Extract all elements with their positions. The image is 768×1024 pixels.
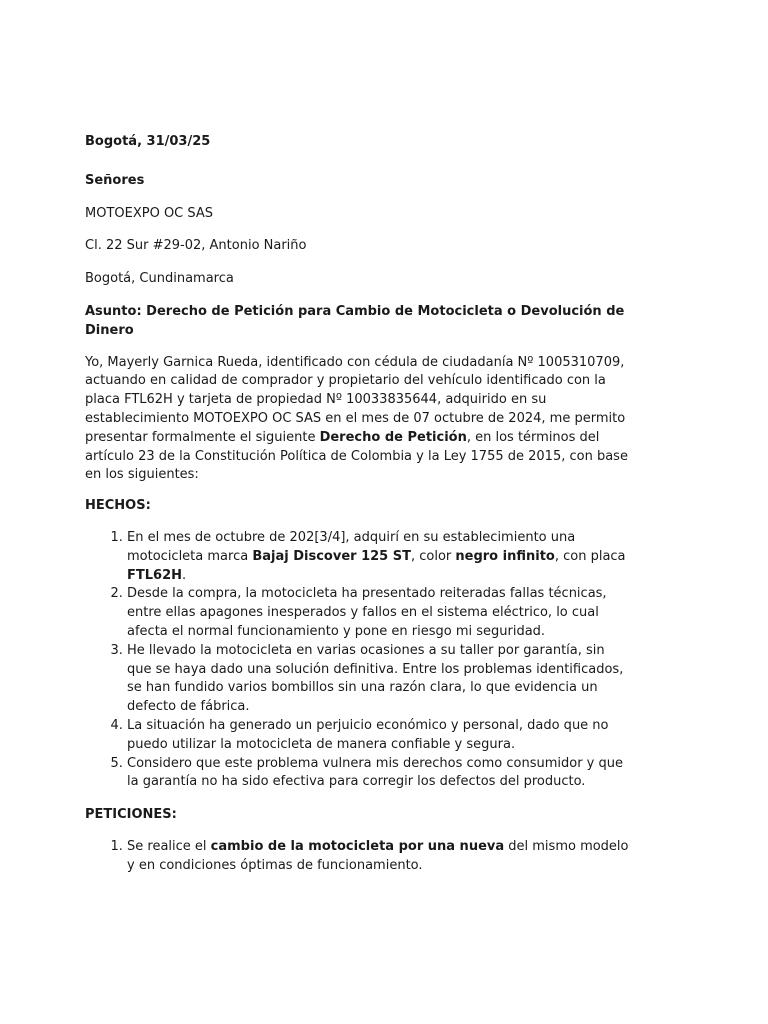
hechos-list xyxy=(85,529,630,792)
peticiones-list xyxy=(85,838,630,876)
intro-text-2: , en los términos del artículo 23 de la Constitución Política de Colombia y la Ley 1755 de 2015, con base en los siguientes: xyxy=(85,429,628,483)
recipient-company: MOTOEXPO OC SAS xyxy=(85,205,214,221)
hechos-item-1-brand: Bajaj Discover 125 ST xyxy=(252,548,411,564)
intro-text-1: Yo, Mayerly Garnica Rueda, identificado con cédula de ciudadanía Nº 1005310709, actuando en calidad de comprador y propietario del vehículo identificado con la placa FTL62H y tarjeta de propiedad Nº 10033835644, adquirido en su establecimiento MOTOEXPO OC SAS en el mes de 07 octubre de 2024, me permito presentar formalmente el siguiente xyxy=(85,354,626,445)
hechos-item-1-text-g: . xyxy=(182,567,187,583)
peticiones-item-1-text-c: del mismo modelo y en condiciones óptimas de funcionamiento. xyxy=(127,838,629,873)
hechos-item-1-text-a: En el mes de octubre de 202[3/4], adquirí en su establecimiento una motocicleta marca xyxy=(127,529,576,564)
letter-subject: Asunto: Derecho de Petición para Cambio de Motocicleta o Devolución de Dinero xyxy=(85,303,625,338)
hechos-item-4: 4. La situación ha generado un perjuicio económico y personal, dado que no puedo utilizar la motocicleta de manera confiable y segura. xyxy=(127,717,630,755)
hechos-item-2: 2. Desde la compra, la motocicleta ha presentado reiteradas fallas técnicas, entre ellas apagones inesperados y fallos en el sistema eléctrico, lo cual afecta el normal funcionamiento y pone en riesgo mi seguridad. xyxy=(127,585,630,641)
recipient-address: Cl. 22 Sur #29-02, Antonio Nariño xyxy=(85,238,307,254)
hechos-item-1-plate: FTL62H xyxy=(127,567,183,583)
intro-paragraph xyxy=(85,354,630,486)
hechos-item-1 xyxy=(127,529,630,585)
hechos-item-1-text-e: , con placa xyxy=(554,548,626,564)
peticiones-item-1-bold: cambio de la motocicleta por una nueva xyxy=(210,838,505,854)
hechos-heading: HECHOS: xyxy=(85,498,151,514)
hechos-item-1-color: negro infinito xyxy=(455,548,555,564)
hechos-item-3: 3. He llevado la motocicleta en varias ocasiones a su taller por garantía, sin que se haya dado una solución definitiva. Entre los problemas identificados, se han fundido varios bombillos sin una razón clara, lo que evidencia un defecto de fábrica. xyxy=(127,642,630,717)
letter-date: Bogotá, 31/03/25 xyxy=(85,134,211,149)
peticiones-item-1 xyxy=(127,838,630,876)
peticiones-item-1-text-a: Se realice el xyxy=(127,838,211,854)
intro-bold: Derecho de Petición xyxy=(319,429,467,445)
peticiones-heading: PETICIONES: xyxy=(85,807,177,823)
recipient-city: Bogotá, Cundinamarca xyxy=(85,271,234,287)
hechos-item-5: 5. Considero que este problema vulnera mis derechos como consumidor y que la garantía no ha sido efectiva para corregir los defectos del producto. xyxy=(127,755,630,793)
letter-page xyxy=(85,133,630,890)
recipient-salutation: Señores xyxy=(85,172,145,188)
hechos-item-1-text-c: , color xyxy=(410,548,456,564)
